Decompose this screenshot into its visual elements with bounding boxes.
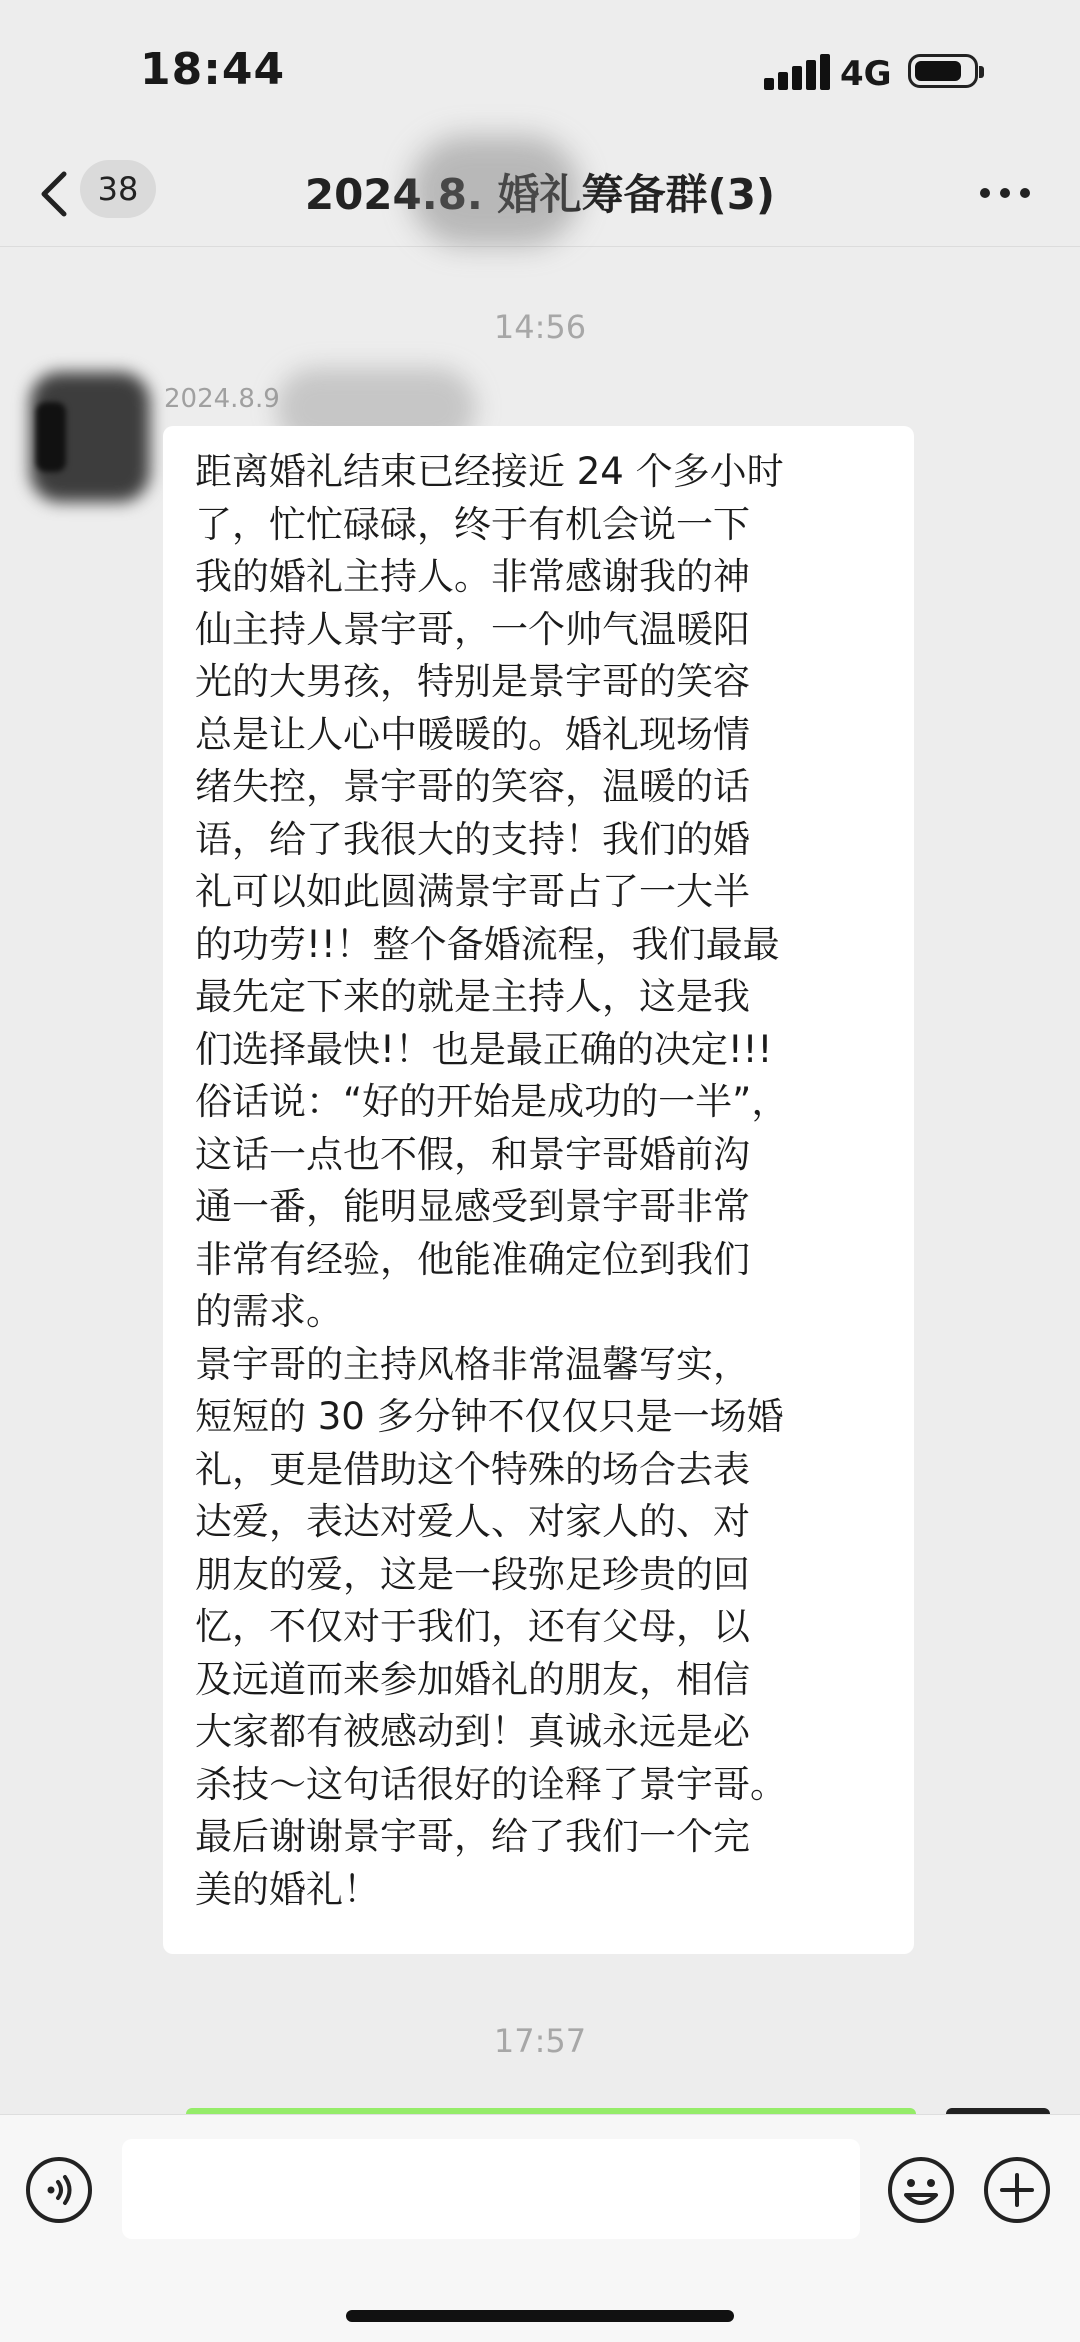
message-input[interactable] <box>122 2139 860 2239</box>
home-indicator[interactable] <box>346 2310 734 2322</box>
chat-title: 2024.8. 婚礼筹备群(3) <box>304 170 776 219</box>
redaction-blur <box>410 136 580 246</box>
message-timestamp: 14:56 <box>493 308 587 346</box>
plus-icon[interactable] <box>982 2155 1052 2225</box>
more-dots-icon[interactable] <box>980 180 1034 204</box>
sender-name: 2024.8.9 <box>164 384 280 414</box>
message-text: 距离婚礼结束已经接近 24 个多小时 了，忙忙碌碌，终于有机会说一下 我的婚礼主持人。非常感谢我的神 仙主持人景宇哥，一个帅气温暖阳 光的大男孩，特别是景宇哥的笑容 总是让人心中暖暖的。婚礼现场情 绪失控，景宇哥的笑容，温暖的话 语，给了我很大的支持！我们的婚 礼可以如此圆满景宇哥占了一大半 的功劳!!！整个备婚流程，我们最最 最先定下来的就是主持人，这是我 们选择最快!！也是最正确的决定!!! 俗话说：“好的开始是成功的一半”， 这话一点也不假，和景宇哥婚前沟 通一番，能明显感受到景宇哥非常 非常有经验，他能准确定位到我们 的需求。 景宇哥的主持风格非常温馨写实， 短短的 30 多分钟不仅仅只是一场婚 礼，更是借助这个特殊的场合去表 达爱，表达对爱人、对家人的、对 朋友的爱，这是一段弥足珍贵的回 忆，不仅对于我们，还有父母，以 及远道而来参加婚礼的朋友，相信 大家都有被感动到！真诚永远是必 杀技～这句话很好的诠释了景宇哥。 最后谢谢景宇哥，给了我们一个完 美的婚礼！ <box>195 450 789 1911</box>
input-bar <box>0 2114 1080 2342</box>
message-bubble[interactable] <box>163 426 914 1954</box>
status-time: 18:44 <box>140 44 286 95</box>
status-bar <box>0 0 1080 140</box>
chevron-left-icon[interactable] <box>30 164 80 224</box>
emoji-icon[interactable] <box>886 2155 956 2225</box>
unread-count-badge[interactable]: 38 <box>80 160 156 218</box>
avatar[interactable] <box>22 362 158 512</box>
network-type: 4G <box>840 54 892 94</box>
signal-icon <box>764 54 830 90</box>
battery-icon <box>908 54 978 88</box>
voice-icon[interactable] <box>24 2155 94 2225</box>
message-timestamp: 17:57 <box>493 2022 587 2060</box>
